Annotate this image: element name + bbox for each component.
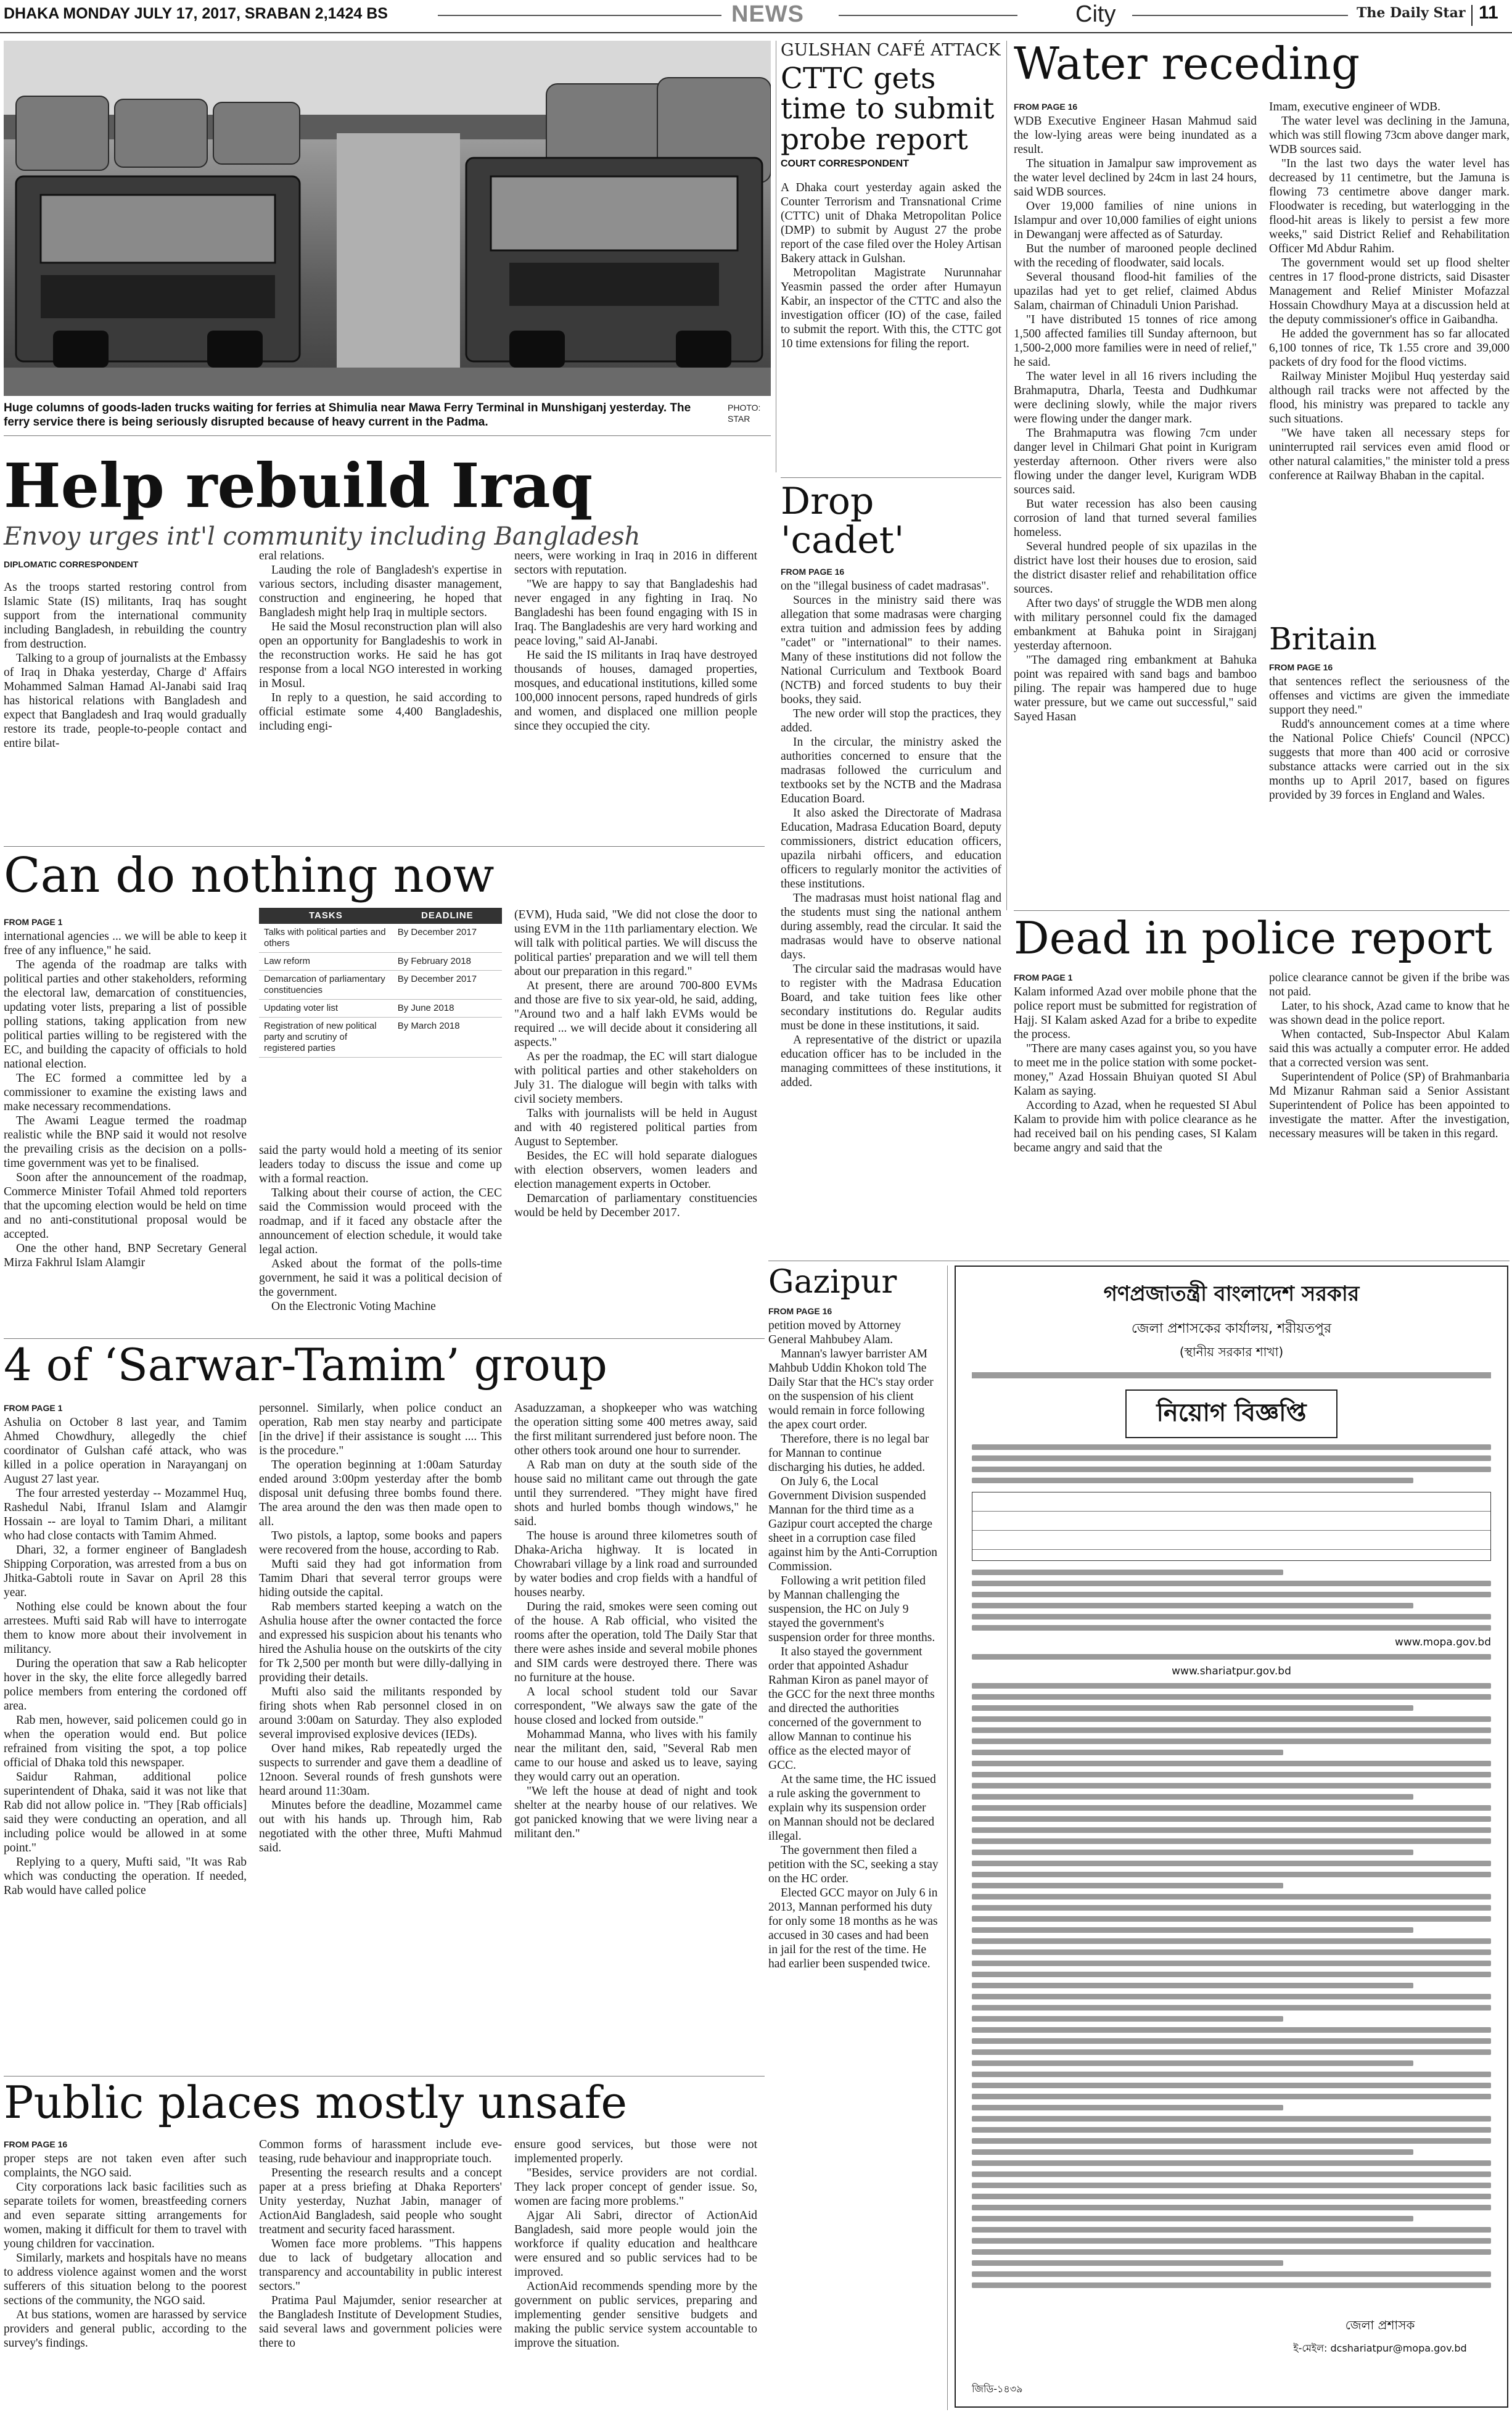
paragraph: Similarly, markets and hospitals have no means to address violence against women and the worst sufferers of this situation belong to the poorest sections of the community, the NGO said. <box>4 2252 247 2307</box>
paragraph: Metropolitan Magistrate Nurunnahar Yeasmin passed the order after Humayun Kabir, an inspector of the CTTC and also the investigation officer (IO) of the case, failed to submit the report. With this, the CTTC got 10 time extensions for filing the report. <box>781 266 1001 351</box>
paragraph: At present, there are around 700-800 EVMs and those are five to six year-old, he said, adding, "Around two and a half lakh EVMs would be required ... we will decide about it considering all aspects." <box>514 979 757 1049</box>
ad-email: ই-মেইল: dcshariatpur@mopa.gov.bd <box>1293 2342 1467 2354</box>
paragraph: A Rab man on duty at the south side of the house said no militant came out through the gate until they surrendered. "They might have fired shots and hurled bombs though windows," he said. <box>514 1459 757 1528</box>
dateline: DHAKA MONDAY JULY 17, 2017, SRABAN 2,1424 BS <box>4 5 388 22</box>
police-col1 <box>1014 971 1257 1155</box>
paragraph: Women face more problems. "This happens due to lack of budgetary allocation and transparency and accountability in public interest sectors." <box>259 2237 502 2293</box>
cadet-headline: Drop 'cadet' <box>781 480 905 562</box>
paragraph: Mufti said they had got information from Tamim Dhari that several terror groups were hiding outside the capital. <box>259 1558 502 1599</box>
table-row <box>259 1018 502 1058</box>
nothing-story <box>4 848 768 1313</box>
gazipur-body <box>768 1304 939 1971</box>
iraq-col1 <box>4 558 247 751</box>
paragraph: The government would set up flood shelter centres in 17 flood-prone districts, said Disaster Management and Relief Minister Mofazzal Hossain Chowdhury Maya at a discussion held at the deputy commissioner's office in Gaibandha. <box>1269 257 1510 326</box>
paragraph: that sentences reflect the seriousness of the offenses and victims are given the immediate support they need." <box>1269 675 1510 717</box>
public-col1 <box>4 2138 247 2350</box>
cadet-story <box>781 482 1001 1090</box>
paragraph: "Besides, service providers are not cordial. They lack proper concept of gender issue. So, women are facing more problems." <box>514 2167 757 2208</box>
paragraph: Besides, the EC will hold separate dialogues with election observers, women leaders and election management experts in October. <box>514 1150 757 1191</box>
cadet-from: FROM PAGE 16 <box>781 567 845 577</box>
public-headline: Public places mostly unsafe <box>4 2077 627 2128</box>
paragraph: (EVM), Huda said, "We did not close the door to using EVM in the 11th parliamentary election. We will talk with political parties. We will discuss the political parties' preparation and we will tell them about our preparation in this regard." <box>514 908 757 978</box>
cadet-body <box>781 565 1001 1090</box>
paragraph: ActionAid recommends spending more by the government on public services, preparing and implementing gender sensitive budgets and making the public service system accountable to improve the situation. <box>514 2280 757 2350</box>
ad-code: জিডি-১৪৩৯ <box>972 2383 1023 2395</box>
paragraph: Mufti also said the militants responded by firing shots when Rab personnel closed in on around 3:00am on Saturday. They also exploded several improvised explosive devices (IEDs). <box>259 1686 502 1741</box>
paragraph: The water level in all 16 rivers including the Brahmaputra, Dharla, Teesta and Dudhkumar were declining slowly, while the major rivers were flowing under the danger mark. <box>1014 370 1257 426</box>
paragraph: "In the last two days the water level has decreased by 11 centimetre, but the Jamuna is flowing 73 centimetre above danger mark. Floodwater is receding, but waterlogging in the flood-hit areas is likely to persist a few more weeks," said District Relief and Rehabilitation Officer Md Abdur Rahim. <box>1269 157 1510 255</box>
iraq-story <box>4 451 765 750</box>
paragraph: Talking about their course of action, the CEC said the Commission would proceed with the roadmap, and if it faced any obstacle after the announcement of election schedule, it would take legal action. <box>259 1187 502 1256</box>
table-head-deadline: DEADLINE <box>393 908 502 924</box>
paragraph: Two pistols, a laptop, some books and papers were recovered from the house, according to Rab. <box>259 1529 502 1557</box>
iraq-col2 <box>259 549 502 733</box>
ad-website-district: www.shariatpur.gov.bd <box>1172 1665 1291 1677</box>
paragraph: Rudd's announcement comes at a time where the National Police Chiefs' Council (NPCC) suggests that more than 400 acid or corrosive substance attacks were carried out in the six months up to April 2017, based on figures provided by 39 forces in England and Wales. <box>1269 717 1510 802</box>
nothing-col3 <box>514 908 757 1220</box>
paragraph: Railway Minister Mojibul Huq yesterday said although rail tracks were not affected by the flood, his ministry was prepared to tackle any such situations. <box>1269 370 1510 426</box>
paragraph: Mohammad Manna, who lives with his family near the militant den, said, "Several Rab men came to our house and asked us to leave, saying they would carry out an operation. <box>514 1728 757 1784</box>
paragraph: Mannan's lawyer barrister AM Mahbub Uddin Khokon told The Daily Star that the HC's stay order on the suspension of his client would remain in force following the apex court order. <box>768 1347 934 1431</box>
paragraph: During the raid, smokes were seen coming out of the house. A Rab official, who visited the rooms after the operation, told The Daily Star that there were ashes inside and several mobile phones and SIM cards were destroyed there. There was no furniture at the house. <box>514 1600 757 1684</box>
britain-headline: Britain <box>1269 621 1377 657</box>
paragraph: on the "illegal business of cadet madrasas". <box>781 580 990 593</box>
task-cell: Law reform <box>259 953 393 971</box>
paragraph: Minutes before the deadline, Mozammel came out with his hands up. Through him, Rab negotiated with the other three, Mufti Mahmud said. <box>259 1799 502 1854</box>
paragraph: WDB Executive Engineer Hasan Mahmud said the low-lying areas were being inundated as a result. <box>1014 115 1257 156</box>
paragraph: As the troops started restoring control from Islamic State (IS) militants, Iraq has sought support from the international community including Bangladesh, in rebuilding the country from destruction. <box>4 581 247 651</box>
paragraph: Demarcation of parliamentary constituencies would be held by December 2017. <box>514 1192 757 1219</box>
section-label: NEWS <box>731 1 804 27</box>
paragraph: It also asked the Directorate of Madrasa Education, Madrasa Education Board, deputy commissioners, district education officers, upazila nirbahi officers, and education officers to regularly monitor the activities of these institutions. <box>781 807 1001 891</box>
paragraph: neers, were working in Iraq in 2016 in different sectors with reputation. <box>514 549 757 577</box>
paragraph: The four arrested yesterday -- Mozammel Huq, Rashedul Nabi, Ifranul Islam and Alamgir Hossain -- are loyal to Tamim Dhari, a militant who had close contacts with Tamim Ahmed. <box>4 1487 247 1542</box>
ad-branch: (স্থানীয় সরকার শাখা) <box>1179 1344 1284 1359</box>
paragraph: The Awami League termed the roadmap realistic while the BNP said it would not resolve the prevailing crisis as the decision on a polls-time government was yet to be finalised. <box>4 1114 247 1170</box>
paragraph: Rab members started keeping a watch on the Ashulia house after the owner contacted the force and expressed his suspicion about his tenants who hired the Ashulia house on the outskirts of the city for Tk 2,500 per month but were dilly-dallying in providing their details. <box>259 1600 502 1684</box>
paragraph: On the Electronic Voting Machine <box>271 1300 436 1313</box>
paragraph: Soon after the announcement of the roadmap, Commerce Minister Tofail Ahmed told reporters that the upcoming election would be held on time and no anti-constitutional proposal would be accepted. <box>4 1171 247 1241</box>
deadline-cell: By February 2018 <box>393 953 502 971</box>
ad-signatory: জেলা প্রশাসক <box>1345 2318 1415 2332</box>
cttc-byline: COURT CORRESPONDENT <box>781 158 910 170</box>
paragraph: Later, to his shock, Azad came to know that he was shown dead in the police report. <box>1269 1000 1510 1027</box>
paragraph: "The damaged ring embankment at Bahuka point was repaired with sand bags and bamboo piling. The repair was hampered due to huge water pressure, but we came out successful," said Sayed Hasan <box>1014 654 1257 723</box>
deadline-cell: By December 2017 <box>393 924 502 953</box>
paragraph: Over 19,000 families of nine unions in Islampur and over 10,000 families of eight unions in Dewanganj were affected as of Saturday. <box>1014 200 1257 241</box>
paragraph: Nothing else could be known about the four arrestees. Mufti said Rab will have to interrogate them to know more about their involvement in militancy. <box>4 1600 247 1656</box>
table-row <box>259 1000 502 1018</box>
paragraph: Sources in the ministry said there was allegation that some madrasas were charging extra tuition and admission fees by adding "cadet" or "international" to their names. Many of these institutions did not follow the National Curriculum and Textbook Board (NCTB) and forced students to buy their books, they said. <box>781 594 1001 706</box>
paragraph: proper steps are not taken even after such complaints, the NGO said. <box>4 2152 247 2179</box>
nothing-headline: Can do nothing now <box>4 848 495 903</box>
water-col2 <box>1269 100 1510 483</box>
ad-office: জেলা প্রশাসকের কার্যালয়, শরীয়তপুর <box>1131 1321 1332 1336</box>
paragraph: On July 6, the Local Government Division suspended Mannan for the third time as a Gazipur court accepted the charge sheet in a corruption case filed against him by the Anti-Corruption Commission. <box>768 1475 938 1573</box>
deadline-cell: By March 2018 <box>393 1018 502 1058</box>
paper-name: The Daily Star <box>1357 5 1466 21</box>
paragraph: Several hundred people of six upazilas in the district have lost their houses due to erosion, said the district disaster relief and rehabilitation office sources. <box>1014 540 1257 596</box>
police-col2 <box>1269 971 1510 1141</box>
paragraph: Talking to a group of journalists at the Embassy of Iraq in Dhaka yesterday, Charge d' Affairs Mohammed Salman Hamad Al-Janabi said Iraq has historical relations with Bangladesh and expect that Bangladesh and Iraq would gradually restore its trade, people-to-people contact and entire bilat- <box>4 652 247 750</box>
paragraph: During the operation that saw a Rab helicopter hover in the sky, the elite force allegedly barred police members from entering the cordoned off area. <box>4 1657 247 1713</box>
public-story <box>4 2077 765 2350</box>
paragraph: At bus stations, women are harassed by service providers and general public, according to the survey's findings. <box>4 2308 247 2350</box>
paragraph: Several thousand flood-hit families of the upazilas had yet to get relief, claimed Abdus Salam, chairman of Chinaduli Union Parishad. <box>1014 271 1257 312</box>
sarwar-col1 <box>4 1401 247 1898</box>
paragraph: Asaduzzaman, a shopkeeper who was watching the operation sitting some 400 metres away, said the first militant surrendered just before noon. The other others took around one hour to surrender. <box>514 1402 757 1457</box>
gazipur-story <box>768 1266 939 1971</box>
paragraph: Kalam informed Azad over mobile phone that the police report must be submitted for registration of Hajj. SI Kalam asked Azad for a bribe to expedite the process. <box>1014 986 1257 1041</box>
public-col2 <box>259 2138 502 2350</box>
iraq-subhead: Envoy urges int'l community including Bangladesh <box>4 522 641 551</box>
nothing-col1 <box>4 915 247 1270</box>
trucks-photo <box>4 41 771 396</box>
deadline-cell: By June 2018 <box>393 1000 502 1018</box>
cttc-headline: CTTC gets time to submit probe report <box>781 62 995 157</box>
paragraph: "We are happy to say that Bangladeshis had never engaged in any fighting in Iraq. No Bangladeshi has been found engaging with IS in Iraq. The Bangladeshis are very hard working and peace loving," said Al-Janabi. <box>514 578 757 648</box>
paragraph: "We have taken all necessary steps for uninterrupted rail services even amid flood or other natural calamities," the minister told a press conference at Railway Bhaban in the capital. <box>1269 427 1510 482</box>
sarwar-headline: 4 of ‘Sarwar-Tamim’ group <box>4 1339 607 1391</box>
public-col3 <box>514 2138 757 2350</box>
public-from: FROM PAGE 16 <box>4 2139 68 2149</box>
paragraph: He added the government has so far allocated 6,100 tonnes of rice, Tk 1.55 crore and 39,000 packets of dry food for the flood victims. <box>1269 327 1510 369</box>
paragraph: As per the roadmap, the EC will start dialogue with political parties and other stakeholders on July 31. The dialogue will begin with talks with civil society members. <box>514 1050 757 1106</box>
masthead <box>0 0 1512 31</box>
roadmap-table <box>259 908 502 1058</box>
task-cell: Registration of new political party and scrutiny of registered parties <box>259 1018 393 1058</box>
paragraph: personnel. Similarly, when police conduct an operation, Rab men stay nearby and participate [in the drive] if their assistance is sought .... This is the procedure." <box>259 1402 502 1457</box>
paragraph: It also stayed the government order that appointed Ashadur Rahman Kiron as panel mayor of the GCC for the next three months and directed the authorities concerned of the government to allow Mannan to continue his office as the elected mayor of GCC. <box>768 1645 935 1772</box>
cttc-story <box>781 41 1001 351</box>
photo-credit: PHOTO: STAR <box>728 403 761 424</box>
ad-website-mopa: www.mopa.gov.bd <box>1394 1636 1491 1648</box>
paragraph: A representative of the district or upazila education officer has to be included in the managing committees of these institutions, it added. <box>781 1034 1001 1089</box>
nothing-from: FROM PAGE 1 <box>4 917 63 927</box>
paragraph: Elected GCC mayor on July 6 in 2013, Mannan performed his duty for only some 18 months as he was accused in 30 cases and had been in jail for the rest of the time. He had earlier been suspended twice. <box>768 1886 938 1970</box>
paragraph: Common forms of harassment include eve-teasing, rude behaviour and inappropriate touch. <box>259 2138 502 2165</box>
paragraph: A local school student told our Savar correspondent, "We always saw the gate of the house closed and locked from outside." <box>514 1686 757 1727</box>
paragraph: He said the IS militants in Iraq have destroyed thousands of houses, damaged properties, mosques, and educational institutions, killed some 100,000 innocent persons, raped hundreds of girls and women, and displaced one million people since they occupied the city. <box>514 649 757 733</box>
paragraph: After two days' of struggle the WDB men along with military personnel could fix the damaged embankment at Bahuka point in Sirajganj yesterday afternoon. <box>1014 597 1257 652</box>
paragraph: The madrasas must hoist national flag and the students must sing the national anthem during assembly, read the circular. It said the madrasas would have to observe national days. <box>781 892 1001 961</box>
cttc-kicker: GULSHAN CAFÉ ATTACK <box>781 41 1001 60</box>
page-number: 11 <box>1479 2 1498 23</box>
paragraph: At the same time, the HC issued a rule asking the government to explain why its suspension order on Mannan should not be declared illegal. <box>768 1772 936 1843</box>
paragraph: eral relations. <box>259 549 325 562</box>
task-cell: Demarcation of parliamentary constituencies <box>259 971 393 1000</box>
police-story <box>1014 912 1510 1155</box>
category-label: City <box>1075 1 1116 27</box>
paragraph: The agenda of the roadmap are talks with political parties and other stakeholders, reforming the electoral law, demarcation of constituencies, updating voter lists, preparing a list of possible polling stations, taking application from new political parties willing to be registered with the EC, and building the capacity of officials to hold national election. <box>4 958 247 1071</box>
water-from: FROM PAGE 16 <box>1014 102 1078 112</box>
paragraph: Over hand mikes, Rab repeatedly urged the suspects to surrender and gave them a deadline of 12noon. Several rounds of fresh gunshots were heard around 11:30am. <box>259 1742 502 1798</box>
paragraph: A Dhaka court yesterday again asked the Counter Terrorism and Transnational Crime (CTTC) unit of Dhaka Metropolitan Police (DMP) to submit by August 27 the probe report of the case filed over the Holey Artisan Bakery attack in Gulshan. <box>781 181 1001 266</box>
paragraph: When contacted, Sub-Inspector Abul Kalam said this was actually a computer error. He added that a corrected version was sent. <box>1269 1028 1510 1069</box>
gazipur-from: FROM PAGE 16 <box>768 1306 832 1316</box>
paragraph: Pratima Paul Majumder, senior researcher at the Bangladesh Institute of Development Studies, said several laws and government policies were there to <box>259 2294 502 2350</box>
paragraph: Presenting the research results and a concept paper at a press briefing at Dhaka Reporters' Unity yesterday, Nuzhat Jabin, manager of ActionAid Bangladesh, said people who sought treatment and security faced harassment. <box>259 2167 502 2236</box>
paragraph: But the number of marooned people declined with the receding of floodwater, said locals. <box>1014 242 1257 270</box>
ad-title: গণপ্রজাতন্ত্রী বাংলাদেশ সরকার <box>1103 1282 1360 1306</box>
sarwar-from: FROM PAGE 1 <box>4 1403 63 1413</box>
paragraph: Asked about the format of the polls-time government, he said it was a political decision of the government. <box>259 1257 502 1299</box>
paragraph: Ajgar Ali Sabri, director of ActionAid Bangladesh, said more people would join the workforce if quality education and healthcare were ensured and so public services had to be improved. <box>514 2209 757 2279</box>
paragraph: Ashulia on October 8 last year, and Tamim Ahmed Chowdhury, allegedly the chief coordinator of Gulshan café attack, who was killed in a police operation in Narayanganj on August 27 last year. <box>4 1416 247 1486</box>
paragraph: City corporations lack basic facilities such as separate toilets for women, breastfeeding corners and even separate sitting arrangements for women, making it difficult for them to travel with young children for vaccination. <box>4 2181 247 2250</box>
paragraph: Imam, executive engineer of WDB. <box>1269 101 1440 113</box>
paragraph: police clearance cannot be given if the bribe was not paid. <box>1269 971 1510 998</box>
paragraph: said the party would hold a meeting of its senior leaders today to discuss the issue and come up with a formal reaction. <box>259 1144 502 1185</box>
police-from: FROM PAGE 1 <box>1014 973 1073 982</box>
paragraph: The Brahmaputra was flowing 7cm under danger level in Chilmari Ghat point in Kurigram yesterday afternoon. Other rivers were also flowing under the danger level, Kurigram WDB sources said. <box>1014 427 1257 496</box>
paragraph: Talks with journalists will be held in August and with 40 registered political parties from August to September. <box>514 1107 757 1148</box>
paragraph: In reply to a question, he said according to official estimate some 4,400 Bangladeshis, including engi- <box>259 691 502 733</box>
table-row <box>259 971 502 1000</box>
paragraph: Lauding the role of Bangladesh's expertise in various sectors, including disaster management, construction and engineering, he hoped that Bangladesh might help Iraq in multiple sectors. <box>259 564 502 619</box>
paragraph: petition moved by Attorney General Mahbubey Alam. <box>768 1319 902 1346</box>
task-cell: Updating voter list <box>259 1000 393 1018</box>
paragraph: But water recession has also been causing corrosion of land that turned several families homeless. <box>1014 498 1257 539</box>
paragraph: The circular said the madrasas would have to register with the Madrasa Education Board, and take tuition fees like other secondary institutions do. Regular audits must be done in these institutions, it said. <box>781 963 1001 1032</box>
sarwar-col2 <box>259 1401 502 1855</box>
paragraph: The government then filed a petition with the SC, seeking a stay on the HC order. <box>768 1843 939 1885</box>
paragraph: "I have distributed 15 tonnes of rice among 1,500 affected families till Sunday afternoon, but 1,500-2,000 more families were in need of relief," he said. <box>1014 313 1257 369</box>
paragraph: international agencies ... we will be able to keep it free of any influence," he said. <box>4 930 247 957</box>
paragraph: The new order will stop the practices, they added. <box>781 707 1001 735</box>
paragraph: ensure good services, but those were not implemented properly. <box>514 2138 757 2165</box>
iraq-headline: Help rebuild Iraq <box>4 451 593 522</box>
britain-story <box>1269 623 1510 802</box>
ad-heading: নিয়োগ বিজ্ঞপ্তি <box>1125 1389 1337 1438</box>
paragraph: Replying to a query, Mufti said, "It was Rab which was conducting the operation. If needed, Rab would have called police <box>4 1856 247 1897</box>
cttc-body <box>781 181 1001 351</box>
paragraph: According to Azad, when he requested SI Abul Kalam to provide him with police clearance as he had received bail on his pending cases, SI Kalam became angry and said that the <box>1014 1099 1257 1155</box>
paragraph: Rab men, however, said policemen could go in when the operation would end. But police refrained from visiting the spot, a top police official of Dhaka told this newspaper. <box>4 1714 247 1769</box>
iraq-col3 <box>514 549 757 733</box>
paragraph: Therefore, there is no legal bar for Mannan to continue discharging his duties, he added. <box>768 1432 929 1474</box>
paragraph: Following a writ petition filed by Mannan challenging the suspension, the HC on July 9 stayed the government's suspension order for three months. <box>768 1574 935 1644</box>
deadline-cell: By December 2017 <box>393 971 502 1000</box>
task-cell: Talks with political parties and others <box>259 924 393 953</box>
nothing-col2 <box>259 1143 502 1314</box>
gazipur-headline: Gazipur <box>768 1264 897 1301</box>
paragraph: "There are many cases against you, so you have to meet me in the police station with some pocket-money," Azad Hossain Bhuiyan quoted SI Abul Kalam as saying. <box>1014 1042 1257 1098</box>
government-job-ad <box>955 1266 1508 2408</box>
paragraph: "We left the house at dead of night and took shelter at the nearby house of our relatives. We got panicked knowing that we were living near a militant den." <box>514 1785 757 1840</box>
sarwar-story <box>4 1339 765 1897</box>
water-col1 <box>1014 100 1257 724</box>
paragraph: The water level was declining in the Jamuna, which was still flowing 73cm above danger mark, WDB sources said. <box>1269 115 1510 156</box>
britain-from: FROM PAGE 16 <box>1269 662 1333 672</box>
sarwar-col3 <box>514 1401 757 1841</box>
police-headline: Dead in police report <box>1014 912 1492 964</box>
paragraph: The house is around three kilometres south of Dhaka-Aricha highway. It is located in Chowrabari village by a link road and surrounded by water bodies and crop fields with a handful of houses nearby. <box>514 1529 757 1599</box>
paragraph: In the circular, the ministry asked the authorities concerned to ensure that the madrasas followed the curriculum and textbooks set by the NCTB and the Madrasa Education Board. <box>781 736 1001 805</box>
water-headline: Water receding <box>1014 38 1360 89</box>
paragraph: The EC formed a committee led by a commissioner to examine the existing laws and make necessary recommendations. <box>4 1072 247 1113</box>
table-row <box>259 924 502 953</box>
paragraph: Dhari, 32, a former engineer of Bangladesh Shipping Corporation, was arrested from a bus on Jhitka-Gabtoli route in Savar on April 28 this year. <box>4 1544 247 1599</box>
table-head-tasks: TASKS <box>259 908 393 924</box>
paragraph: One the other hand, BNP Secretary General Mirza Fakhrul Islam Alamgir <box>4 1242 247 1269</box>
photo-caption: Huge columns of goods-laden trucks waiting for ferries at Shimulia near Mawa Ferry Terminal in Munshiganj yesterday. The ferry service there is being seriously disrupted because of heavy current in the Padma. <box>4 401 691 429</box>
britain-body <box>1269 661 1510 802</box>
table-row <box>259 953 502 971</box>
iraq-byline: DIPLOMATIC CORRESPONDENT <box>4 559 139 569</box>
paragraph: Superintendent of Police (SP) of Brahmanbaria Md Mizanur Rahman said a Senior Assistant Superintendent of Police has been appointed to investigate the matter. After the investigation, necessary measures will be taken in this regard. <box>1269 1071 1510 1140</box>
paragraph: He said the Mosul reconstruction plan will also open an opportunity for Bangladeshis to work in the reconstruction works. He said he has got response from a local NGO interested in working in Mosul. <box>259 620 502 690</box>
paragraph: The situation in Jamalpur saw improvement as the water level declined by 24cm in last 24 hours, said WDB sources. <box>1014 157 1257 199</box>
paragraph: Saidur Rahman, additional police superintendent of Dhaka, said it was not like that Rab did not allow police in. "They [Rab officials] said they were conducting an operation, and all including police would be allowed in at some point." <box>4 1771 247 1854</box>
paragraph: The operation beginning at 1:00am Saturday ended around 3:00pm yesterday after the bomb disposal unit defusing three bombs found there. The area around the den was then made open to all. <box>259 1459 502 1528</box>
